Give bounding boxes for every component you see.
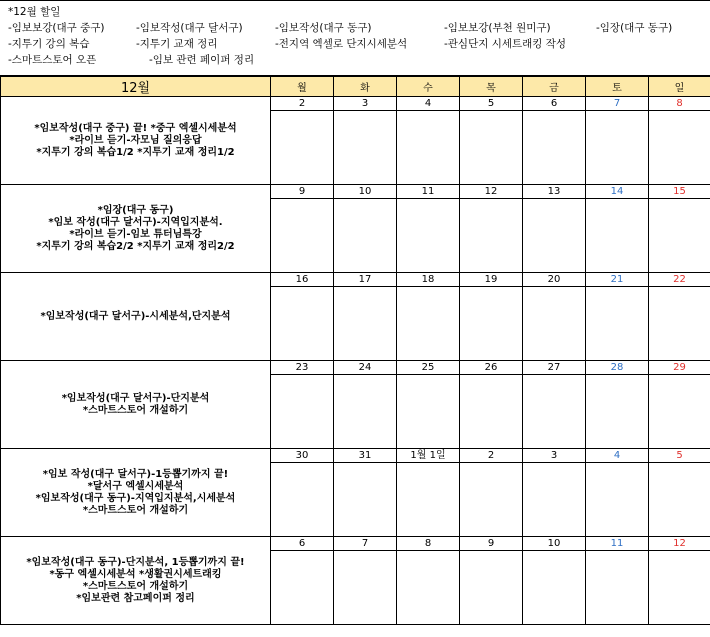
day-cell[interactable] bbox=[397, 375, 460, 449]
date-cell-saturday[interactable]: 28 bbox=[586, 361, 649, 375]
day-cell[interactable] bbox=[523, 287, 586, 361]
date-cell[interactable]: 20 bbox=[523, 273, 586, 287]
day-cell[interactable] bbox=[586, 111, 649, 185]
day-cell[interactable] bbox=[586, 463, 649, 537]
todo-item[interactable]: -임보보강(부천 원미구) bbox=[444, 22, 551, 34]
week-date-row bbox=[1, 537, 710, 551]
date-cell[interactable]: 1월 1일 bbox=[397, 449, 460, 463]
task-line: *스마트스토어 개설하기 bbox=[82, 580, 189, 592]
day-cell[interactable] bbox=[649, 199, 710, 273]
day-cell[interactable] bbox=[334, 287, 397, 361]
date-cell[interactable]: 27 bbox=[523, 361, 586, 375]
day-cell[interactable] bbox=[460, 375, 523, 449]
date-cell[interactable]: 9 bbox=[271, 185, 334, 199]
day-cell[interactable] bbox=[586, 551, 649, 625]
date-cell[interactable]: 2 bbox=[460, 449, 523, 463]
date-cell[interactable]: 16 bbox=[271, 273, 334, 287]
date-cell[interactable]: 8 bbox=[397, 537, 460, 551]
date-cell-sunday[interactable]: 15 bbox=[649, 185, 710, 199]
task-line: *지투기 강의 복습2/2 *지투기 교재 정리2/2 bbox=[36, 240, 235, 252]
day-header-thu[interactable]: 목 bbox=[460, 77, 523, 97]
date-cell[interactable]: 26 bbox=[460, 361, 523, 375]
date-cell[interactable]: 10 bbox=[334, 185, 397, 199]
date-cell[interactable]: 31 bbox=[334, 449, 397, 463]
todo-item[interactable]: -스마트스토어 오픈 bbox=[8, 54, 97, 66]
day-cell[interactable] bbox=[460, 463, 523, 537]
task-line: *임보작성(대구 동구)-지역입지분석,시세분석 bbox=[35, 492, 236, 504]
month-cell[interactable]: 12월 bbox=[1, 77, 271, 97]
todo-item[interactable]: -지투기 교재 정리 bbox=[136, 38, 218, 50]
todo-item[interactable]: -임보 관련 페이퍼 정리 bbox=[149, 54, 255, 66]
day-cell[interactable] bbox=[586, 287, 649, 361]
day-header-sun[interactable]: 일 bbox=[649, 77, 710, 97]
day-cell[interactable] bbox=[334, 199, 397, 273]
day-cell[interactable] bbox=[523, 375, 586, 449]
day-cell[interactable] bbox=[523, 111, 586, 185]
todo-item[interactable]: -임장(대구 동구) bbox=[596, 22, 673, 34]
day-header-wed[interactable]: 수 bbox=[397, 77, 460, 97]
week-date-row bbox=[1, 449, 710, 463]
task-line: *스마트스토어 개설하기 bbox=[82, 504, 189, 516]
date-cell[interactable]: 18 bbox=[397, 273, 460, 287]
date-cell[interactable]: 9 bbox=[460, 537, 523, 551]
date-cell[interactable]: 6 bbox=[271, 537, 334, 551]
week-task-cell[interactable] bbox=[1, 361, 271, 449]
date-cell[interactable]: 30 bbox=[271, 449, 334, 463]
calendar-grid bbox=[0, 76, 710, 625]
todo-item[interactable]: -관심단지 시세트래킹 작성 bbox=[444, 38, 567, 50]
todo-item[interactable]: -임보작성(대구 동구) bbox=[275, 22, 372, 34]
week-task-cell[interactable] bbox=[1, 185, 271, 273]
date-cell-saturday[interactable]: 14 bbox=[586, 185, 649, 199]
date-cell[interactable]: 10 bbox=[523, 537, 586, 551]
date-cell[interactable]: 5 bbox=[460, 97, 523, 111]
week-date-row bbox=[1, 97, 710, 111]
date-cell-sunday[interactable]: 5 bbox=[649, 449, 710, 463]
task-line: *임보 작성(대구 달서구)-1등뽑기까지 끝! bbox=[42, 468, 229, 480]
date-cell[interactable]: 13 bbox=[523, 185, 586, 199]
day-cell[interactable] bbox=[523, 551, 586, 625]
task-line: *임보 작성(대구 달서구)-지역입지분석. bbox=[48, 216, 223, 228]
day-cell[interactable] bbox=[586, 199, 649, 273]
todo-summary bbox=[0, 0, 710, 76]
date-cell[interactable]: 17 bbox=[334, 273, 397, 287]
day-cell[interactable] bbox=[334, 463, 397, 537]
week-task-cell[interactable] bbox=[1, 97, 271, 185]
task-line: *스마트스토어 개설하기 bbox=[82, 404, 189, 416]
todo-item[interactable]: -임보보강(대구 중구) bbox=[8, 22, 105, 34]
date-cell[interactable]: 3 bbox=[334, 97, 397, 111]
week-task-cell[interactable] bbox=[1, 537, 271, 625]
todo-title[interactable]: *12월 할일 bbox=[8, 6, 61, 18]
date-cell[interactable]: 24 bbox=[334, 361, 397, 375]
task-line: *임보작성(대구 달서구)-시세분석,단지분석 bbox=[40, 310, 231, 322]
task-line: *임보작성(대구 동구)-단지분석, 1등뽑기까지 끝! bbox=[26, 556, 245, 568]
day-header-mon[interactable]: 월 bbox=[271, 77, 334, 97]
date-cell-sunday[interactable]: 22 bbox=[649, 273, 710, 287]
day-cell[interactable] bbox=[397, 551, 460, 625]
day-cell[interactable] bbox=[523, 199, 586, 273]
week-date-row bbox=[1, 185, 710, 199]
task-line: *달서구 엑셀시세분석 bbox=[87, 480, 184, 492]
task-line: *동구 엑셀시세분석 *생활권시세트래킹 bbox=[49, 568, 222, 580]
day-cell[interactable] bbox=[334, 551, 397, 625]
task-line: *라이브 듣기-임보 튜터님특강 bbox=[69, 228, 202, 240]
day-header-tue[interactable]: 화 bbox=[334, 77, 397, 97]
date-cell[interactable]: 19 bbox=[460, 273, 523, 287]
day-cell[interactable] bbox=[523, 463, 586, 537]
day-header-fri[interactable]: 금 bbox=[523, 77, 586, 97]
day-cell[interactable] bbox=[460, 111, 523, 185]
day-cell[interactable] bbox=[334, 111, 397, 185]
date-cell[interactable]: 4 bbox=[397, 97, 460, 111]
day-cell[interactable] bbox=[271, 199, 334, 273]
todo-item[interactable]: -지투기 강의 복습 bbox=[8, 38, 90, 50]
task-line: *라이브 듣기-자모님 질의응답 bbox=[69, 134, 202, 146]
day-cell[interactable] bbox=[271, 375, 334, 449]
day-cell[interactable] bbox=[397, 287, 460, 361]
date-cell-saturday[interactable]: 7 bbox=[586, 97, 649, 111]
day-cell[interactable] bbox=[460, 287, 523, 361]
todo-item[interactable]: -전지역 엑셀로 단지시세분석 bbox=[275, 38, 408, 50]
day-cell[interactable] bbox=[397, 463, 460, 537]
task-line: *임보작성(대구 중구) 끝! *중구 엑셀시세분석 bbox=[34, 122, 237, 134]
date-cell-saturday[interactable]: 21 bbox=[586, 273, 649, 287]
date-cell[interactable]: 3 bbox=[523, 449, 586, 463]
day-cell[interactable] bbox=[649, 375, 710, 449]
day-cell[interactable] bbox=[586, 375, 649, 449]
calendar-header-row bbox=[1, 77, 710, 97]
date-cell[interactable]: 12 bbox=[460, 185, 523, 199]
day-cell[interactable] bbox=[460, 199, 523, 273]
week-date-row bbox=[1, 273, 710, 287]
day-cell[interactable] bbox=[271, 111, 334, 185]
day-cell[interactable] bbox=[649, 287, 710, 361]
day-cell[interactable] bbox=[460, 551, 523, 625]
day-cell[interactable] bbox=[649, 111, 710, 185]
task-line: *임보관련 참고페이퍼 정리 bbox=[76, 592, 195, 604]
date-cell-sunday[interactable]: 8 bbox=[649, 97, 710, 111]
date-cell[interactable]: 7 bbox=[334, 537, 397, 551]
date-cell[interactable]: 2 bbox=[271, 97, 334, 111]
date-cell[interactable]: 11 bbox=[397, 185, 460, 199]
day-cell[interactable] bbox=[271, 287, 334, 361]
date-cell[interactable]: 25 bbox=[397, 361, 460, 375]
date-cell-saturday[interactable]: 4 bbox=[586, 449, 649, 463]
day-cell[interactable] bbox=[271, 463, 334, 537]
todo-item[interactable]: -임보작성(대구 달서구) bbox=[136, 22, 243, 34]
day-cell[interactable] bbox=[334, 375, 397, 449]
week-task-cell[interactable] bbox=[1, 449, 271, 537]
task-line: *임장(대구 동구) bbox=[97, 204, 174, 216]
task-line: *임보작성(대구 달서구)-단지분석 bbox=[61, 392, 210, 404]
week-task-cell[interactable] bbox=[1, 273, 271, 361]
date-cell-sunday[interactable]: 29 bbox=[649, 361, 710, 375]
date-cell-saturday[interactable]: 11 bbox=[586, 537, 649, 551]
day-cell[interactable] bbox=[649, 463, 710, 537]
task-line: *지투기 강의 복습1/2 *지투기 교재 정리1/2 bbox=[36, 146, 235, 158]
day-header-sat[interactable]: 토 bbox=[586, 77, 649, 97]
day-cell[interactable] bbox=[397, 199, 460, 273]
day-cell[interactable] bbox=[649, 551, 710, 625]
date-cell[interactable]: 23 bbox=[271, 361, 334, 375]
week-date-row bbox=[1, 361, 710, 375]
day-cell[interactable] bbox=[397, 111, 460, 185]
day-cell[interactable] bbox=[271, 551, 334, 625]
date-cell[interactable]: 6 bbox=[523, 97, 586, 111]
date-cell-sunday[interactable]: 12 bbox=[649, 537, 710, 551]
